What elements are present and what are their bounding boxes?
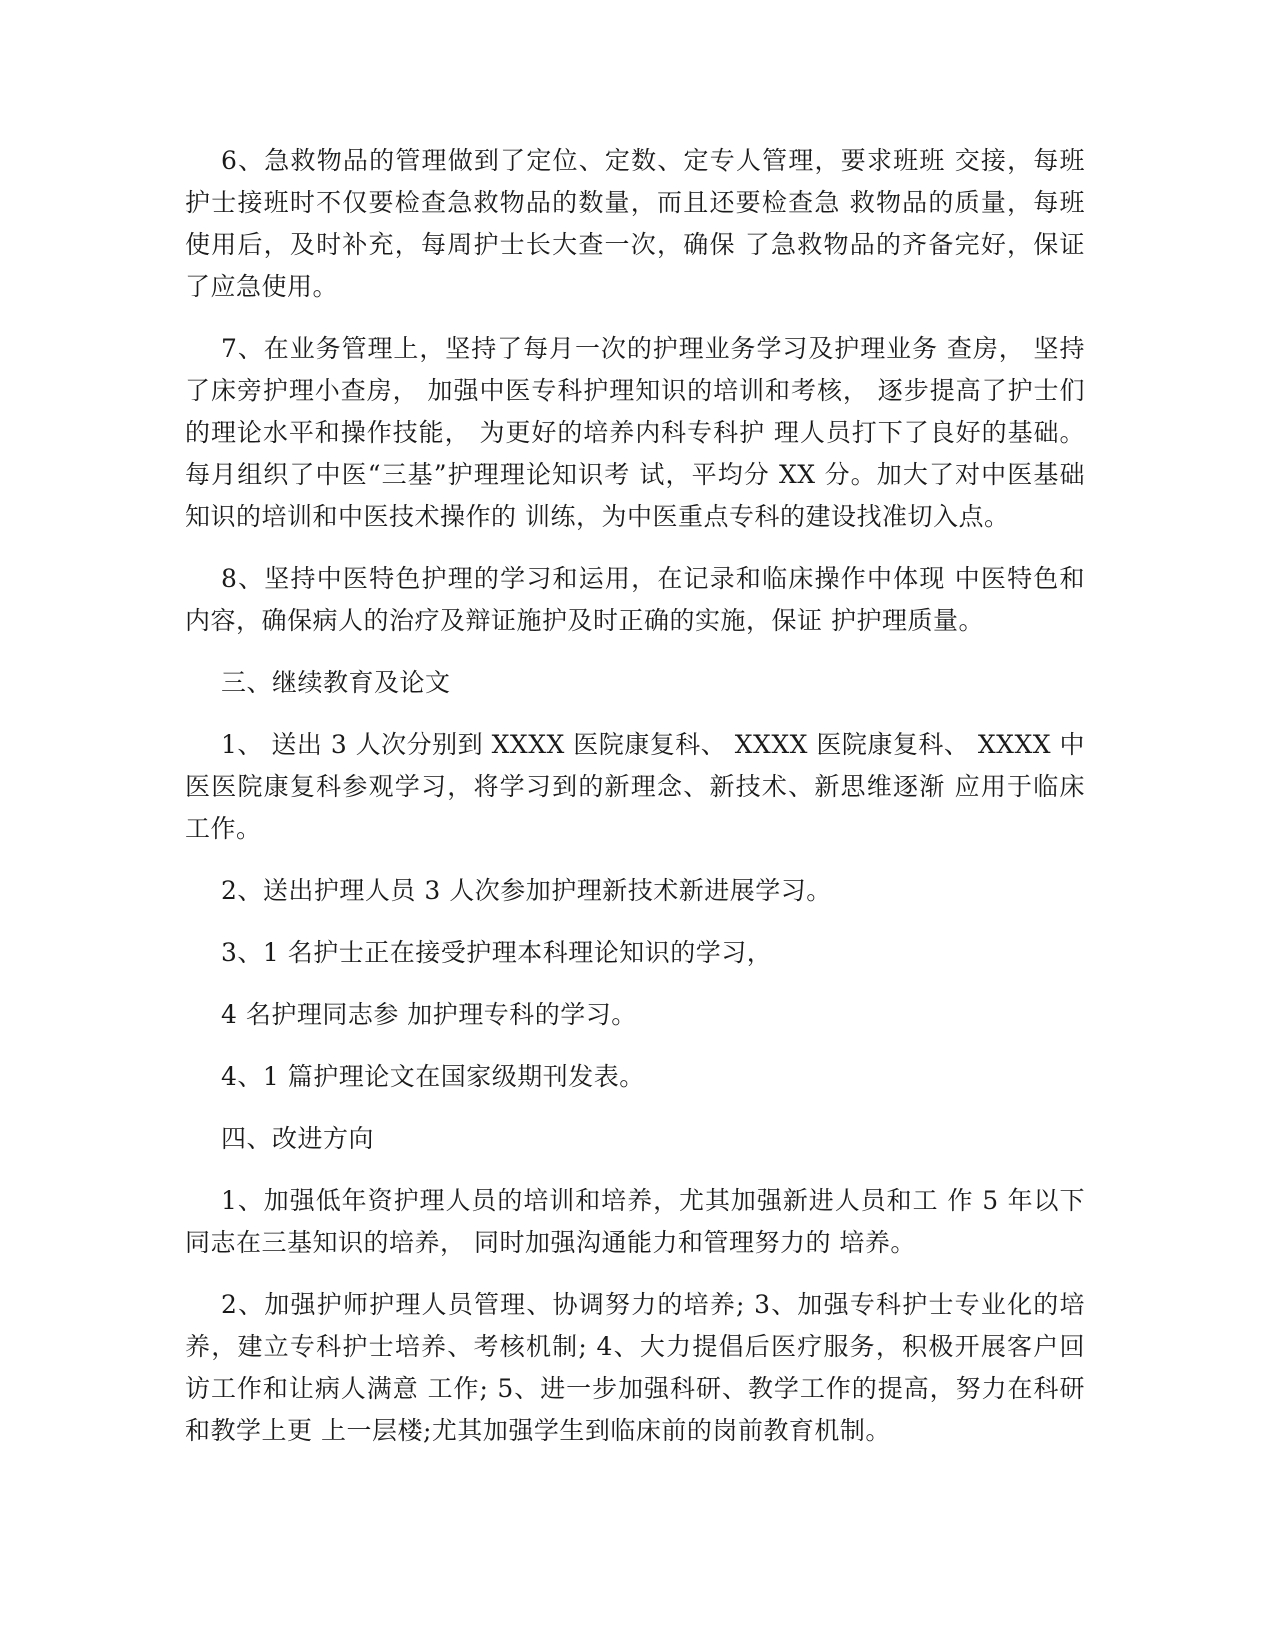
list-item: 1、 送出 3 人次分别到 XXXX 医院康复科、 XXXX 医院康复科、 XXXX 中医医院康复科参观学习，将学习到的新理念、新技术、新思维逐渐 应用于临床工作。 — [185, 730, 1085, 843]
paragraph-item-6: 6、急救物品的管理做到了定位、定数、定专人管理，要求班班 交接，每班护士接班时不仅要检查急救物品的数量，而且还要检查急 救物品的质量，每班使用后，及时补充，每周护士长大查一次，确保 了急救物品的齐备完好，保证了应急使用。 — [185, 146, 1085, 301]
paragraph-item-8: 8、坚持中医特色护理的学习和运用，在记录和临床操作中体现 中医特色和内容，确保病人的治疗及辩证施护及时正确的实施，保证 护护理质量。 — [185, 564, 1085, 635]
list-item: 4、1 篇护理论文在国家级期刊发表。 — [221, 1062, 645, 1091]
list-item: 2、送出护理人员 3 人次参加护理新技术新进展学习。 — [221, 876, 832, 905]
section-heading-continuing-education: 三、继续教育及论文 — [221, 668, 451, 697]
list-item: 1、加强低年资护理人员的培训和培养，尤其加强新进人员和工 作 5 年以下同志在三基知识的培养， 同时加强沟通能力和管理努力的 培养。 — [185, 1186, 1085, 1257]
list-item: 2、加强护师护理人员管理、协调努力的培养; 3、加强专科护士专业化的培养，建立专科护士培养、考核机制; 4、大力提倡后医疗服务，积极开展客户回访工作和让病人满意 工作; 5、进一步加强科研、教学工作的提高，努力在科研和教学上更 上一层楼;尤其加强学生到临床前的岗前教育机制。 — [185, 1290, 1085, 1445]
section-heading-improvement: 四、改进方向 — [221, 1124, 375, 1153]
paragraph-item-7: 7、在业务管理上，坚持了每月一次的护理业务学习及护理业务 查房， 坚持了床旁护理小查房， 加强中医专科护理知识的培训和考核， 逐步提高了护士们的理论水平和操作技能， 为更好的培养内科专科护 理人员打下了良好的基础。每月组织了中医“三基”护理理论知识考 试，平均分 XX 分。加大了对中医基础知识的培训和中医技术操作的 训练，为中医重点专科的建设找准切入点。 — [185, 334, 1085, 531]
document-body — [185, 140, 1085, 1472]
list-item: 4 名护理同志参 加护理专科的学习。 — [221, 1000, 637, 1029]
list-item: 3、1 名护士正在接受护理本科理论知识的学习， — [221, 938, 773, 967]
